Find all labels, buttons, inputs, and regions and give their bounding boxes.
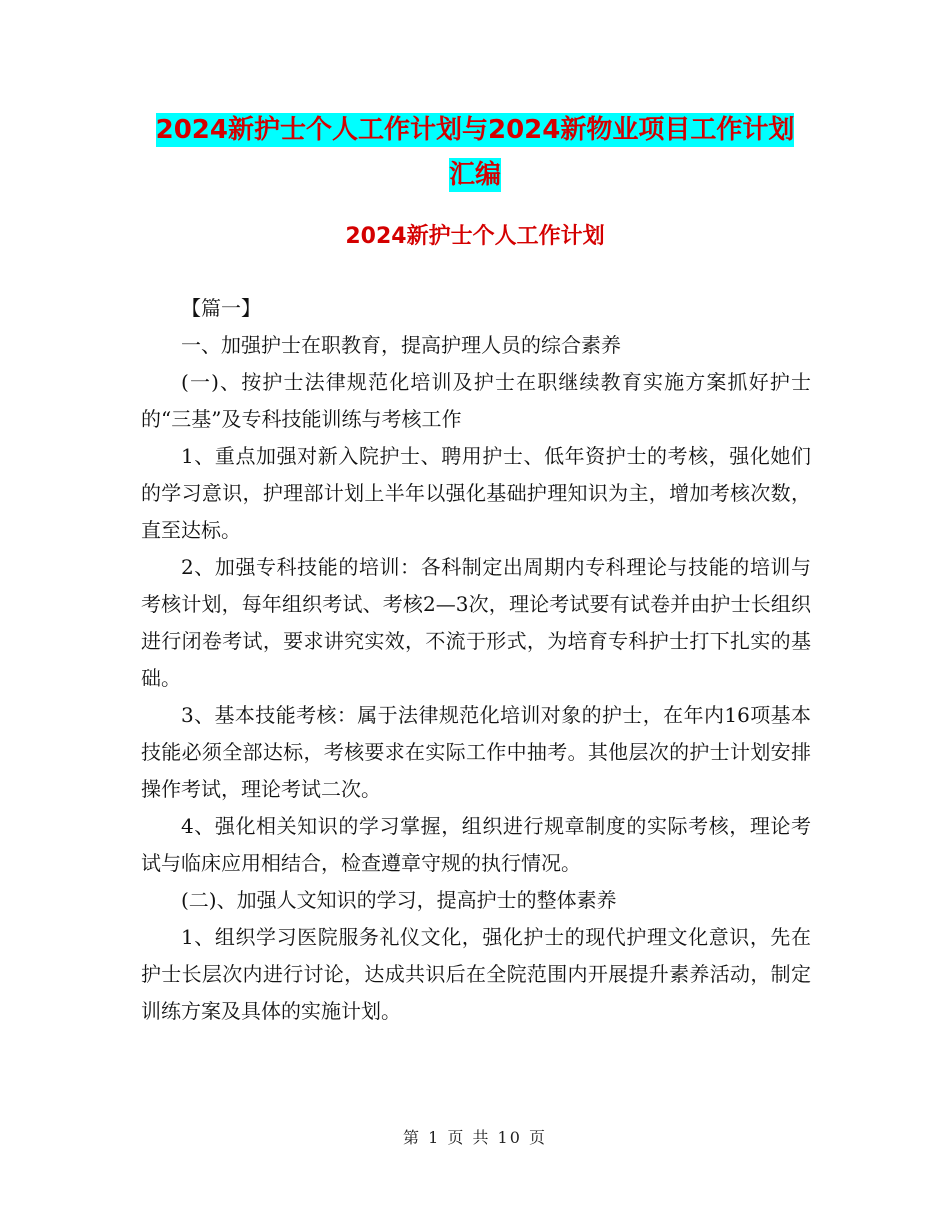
- paragraph: 1、重点加强对新入院护士、聘用护士、低年资护士的考核，强化她们的学习意识，护理部计划上半年以强化基础护理知识为主，增加考核次数，直至达标。: [141, 444, 811, 542]
- page-footer: 第 1 页 共 10 页: [403, 1128, 547, 1147]
- paragraph: 4、强化相关知识的学习掌握，组织进行规章制度的实际考核，理论考试与临床应用相结合，检查遵章守规的执行情况。: [141, 814, 811, 875]
- document-title-line-2: 汇编: [448, 160, 501, 190]
- section-title: 2024新护士个人工作计划: [345, 224, 605, 249]
- document-title: [0, 112, 950, 148]
- paragraph: 【篇一】: [181, 296, 261, 320]
- document-title-line-1: 2024新护士个人工作计划与2024新物业项目工作计划: [155, 115, 795, 145]
- paragraph: (一)、按护士法律规范化培训及护士在职继续教育实施方案抓好护士的“三基”及专科技能训练与考核工作: [141, 370, 811, 431]
- paragraph: 3、基本技能考核：属于法律规范化培训对象的护士，在年内16项基本技能必须全部达标，考核要求在实际工作中抽考。其他层次的护士计划安排操作考试，理论考试二次。: [141, 703, 811, 801]
- document-body: [141, 290, 811, 1030]
- paragraph: 2、加强专科技能的培训：各科制定出周期内专科理论与技能的培训与考核计划，每年组织考试、考核2—3次，理论考试要有试卷并由护士长组织进行闭卷考试，要求讲究实效，不流于形式，为培育专科护士打下扎实的基础。: [141, 555, 811, 690]
- paragraph: (二)、加强人文知识的学习，提高护士的整体素养: [181, 888, 617, 912]
- paragraph: 一、加强护士在职教育，提高护理人员的综合素养: [181, 333, 621, 357]
- document-title-continued: [0, 157, 950, 193]
- paragraph: 1、组织学习医院服务礼仪文化，强化护士的现代护理文化意识，先在护士长层次内进行讨论，达成共识后在全院范围内开展提升素养活动，制定训练方案及具体的实施计划。: [141, 925, 811, 1023]
